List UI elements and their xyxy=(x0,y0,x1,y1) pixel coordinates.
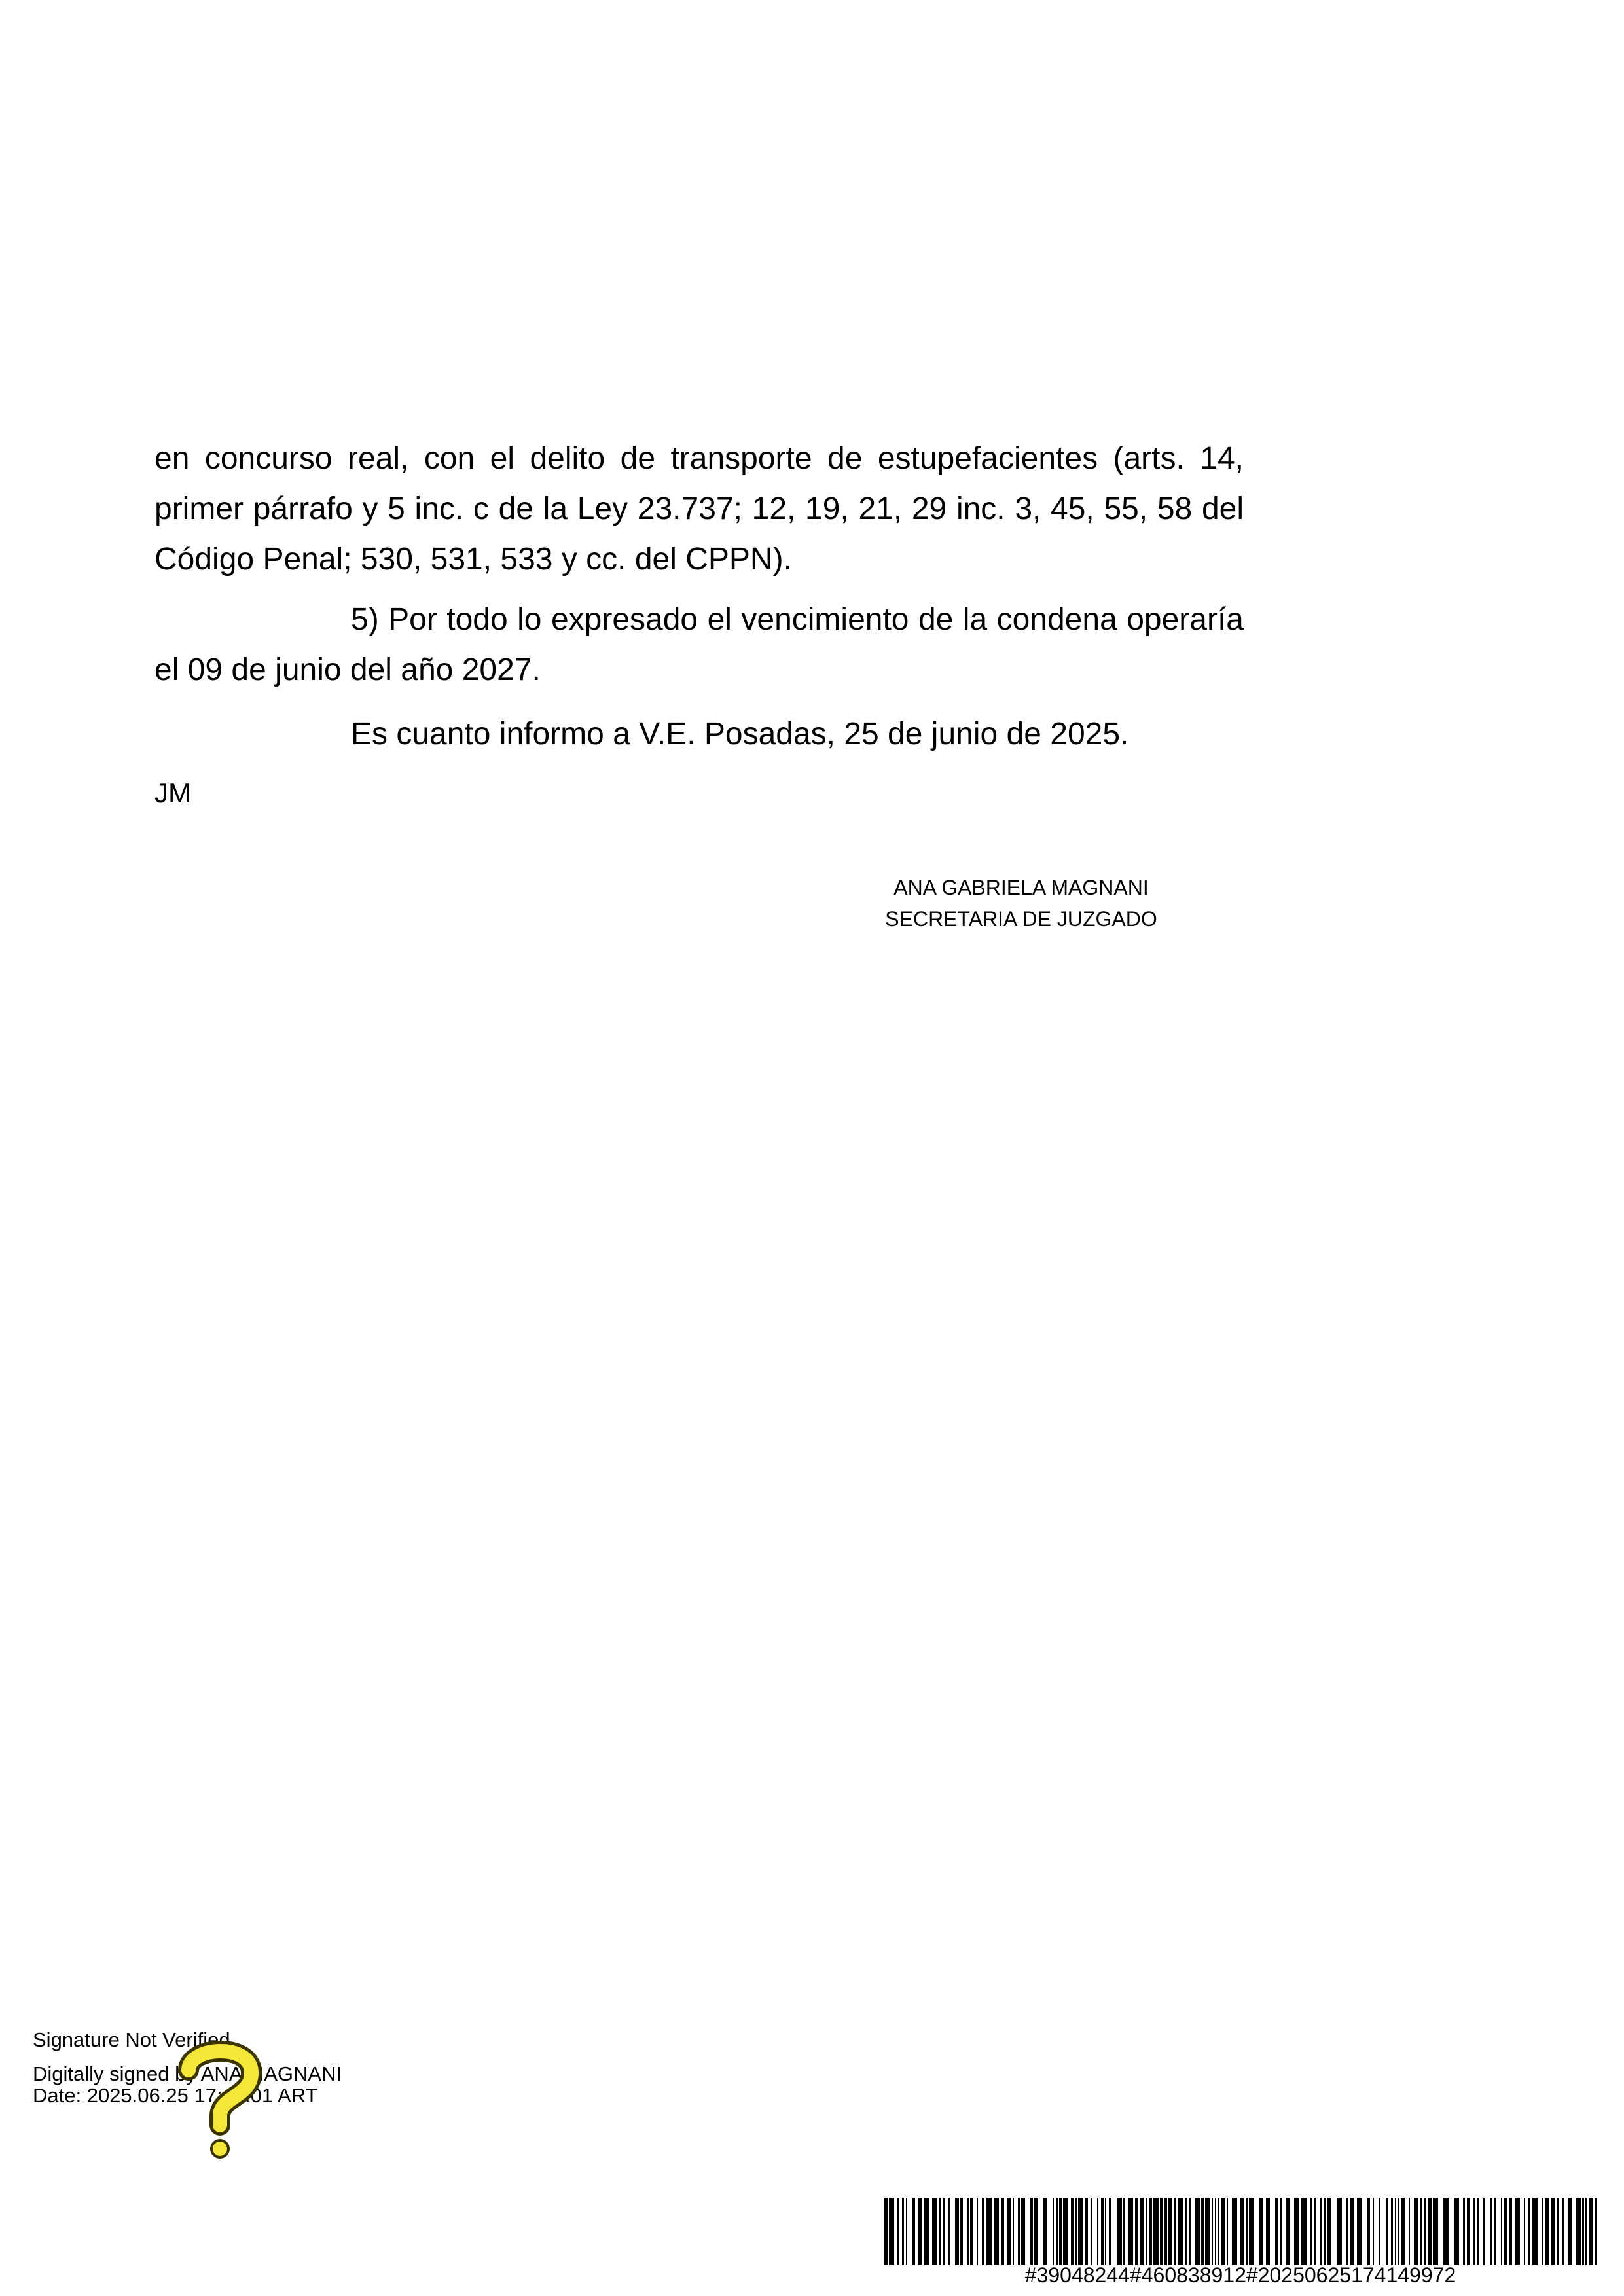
initials: JM xyxy=(154,778,191,808)
paragraph-condena: 5) Por todo lo expresado el vencimiento de la condena operaría el 09 de junio del año 2027. xyxy=(154,602,1244,687)
barcode-number: #39048244#460838912#20250625174149972 xyxy=(1024,2263,1456,2287)
question-mark-icon xyxy=(164,2032,275,2163)
barcode xyxy=(884,2198,1597,2289)
signature-date: Date: 2025.06.25 17:42:01 ART xyxy=(33,2084,318,2107)
signer-name: ANA GABRIELA MAGNANI xyxy=(893,876,1149,899)
signed-by: Digitally signed by ANA MAGNANI xyxy=(33,2062,342,2085)
digital-signature-stamp xyxy=(33,2029,452,2153)
signature-block xyxy=(851,872,1191,935)
paragraph-closing: Es cuanto informo a V.E. Posadas, 25 de junio de 2025. xyxy=(351,717,1129,751)
paragraph-continuation: en concurso real, con el delito de transporte de estupefacientes (arts. 14, primer párrafo y 5 inc. c de la Ley 23.737; 12, 19, 21, 29 inc. 3, 45, 55, 58 del Código Penal; 530, 531, 533 y cc. del CPPN). xyxy=(154,441,1244,577)
signer-title: SECRETARIA DE JUZGADO xyxy=(885,907,1157,931)
barcode-bars xyxy=(884,2198,1597,2265)
signature-status: Signature Not Verified xyxy=(33,2028,230,2051)
